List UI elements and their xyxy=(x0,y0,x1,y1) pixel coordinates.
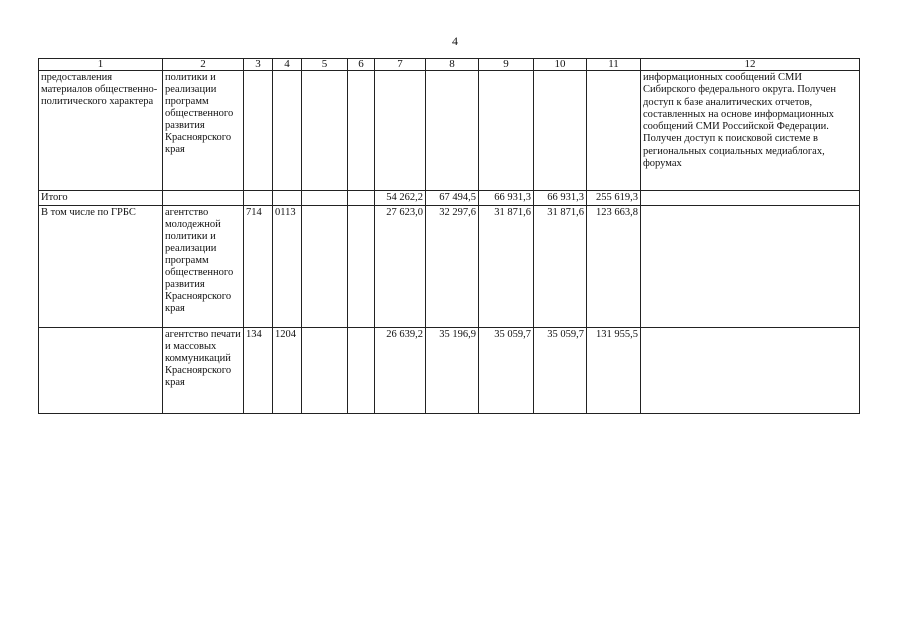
grbs-code-cell: 134 xyxy=(244,328,273,414)
agency-cell xyxy=(163,191,244,206)
expense-type-cell xyxy=(348,206,375,328)
header-cell: 5 xyxy=(302,59,348,71)
header-cell: 9 xyxy=(479,59,534,71)
total-cell: 131 955,5 xyxy=(587,328,641,414)
agency-cell: агентство молодежной политики и реализации программ общественного развития Красноярского края xyxy=(163,206,244,328)
measure-name-cell xyxy=(39,328,163,414)
value-cell: 31 871,6 xyxy=(479,206,534,328)
section-code-cell xyxy=(273,191,302,206)
target-code-cell xyxy=(302,71,348,191)
header-cell: 7 xyxy=(375,59,426,71)
value-cell: 66 931,3 xyxy=(534,191,587,206)
header-cell: 3 xyxy=(244,59,273,71)
page-number: 4 xyxy=(452,34,458,48)
table-row xyxy=(39,191,860,206)
value-cell xyxy=(375,71,426,191)
section-code-cell: 1204 xyxy=(273,328,302,414)
target-code-cell xyxy=(302,328,348,414)
budget-table xyxy=(38,58,860,414)
total-cell: 123 663,8 xyxy=(587,206,641,328)
value-cell: 35 196,9 xyxy=(426,328,479,414)
table-row xyxy=(39,71,860,191)
expense-type-cell xyxy=(348,71,375,191)
expense-type-cell xyxy=(348,328,375,414)
value-cell: 67 494,5 xyxy=(426,191,479,206)
value-cell: 32 297,6 xyxy=(426,206,479,328)
result-cell xyxy=(641,206,860,328)
value-cell: 35 059,7 xyxy=(479,328,534,414)
table-row xyxy=(39,206,860,328)
total-label-cell: Итого xyxy=(39,191,163,206)
grbs-code-cell: 714 xyxy=(244,206,273,328)
grbs-code-cell xyxy=(244,191,273,206)
header-cell: 12 xyxy=(641,59,860,71)
value-cell xyxy=(426,71,479,191)
value-cell: 66 931,3 xyxy=(479,191,534,206)
agency-cell: политики и реализации программ общественного развития Красноярского края xyxy=(163,71,244,191)
measure-name-cell: предоставления материалов общественно-политического характера xyxy=(39,71,163,191)
target-code-cell xyxy=(302,206,348,328)
result-cell xyxy=(641,328,860,414)
section-code-cell xyxy=(273,71,302,191)
header-cell: 4 xyxy=(273,59,302,71)
result-cell xyxy=(641,191,860,206)
agency-cell: агентство печати и массовых коммуникаций Красноярского края xyxy=(163,328,244,414)
header-cell: 10 xyxy=(534,59,587,71)
result-cell: информационных сообщений СМИ Сибирского федерального округа. Получен доступ к базе аналитических отчетов, составленных на основе информационных сообщений СМИ Российской Федерации. Получен доступ к поисковой системе в региональных социальных медиаблогах, форумах xyxy=(641,71,860,191)
expense-type-cell xyxy=(348,191,375,206)
value-cell xyxy=(534,71,587,191)
table-row xyxy=(39,328,860,414)
header-cell: 1 xyxy=(39,59,163,71)
header-cell: 6 xyxy=(348,59,375,71)
header-cell: 11 xyxy=(587,59,641,71)
grbs-code-cell xyxy=(244,71,273,191)
total-cell xyxy=(587,71,641,191)
value-cell xyxy=(479,71,534,191)
header-cell: 8 xyxy=(426,59,479,71)
total-cell: 255 619,3 xyxy=(587,191,641,206)
value-cell: 31 871,6 xyxy=(534,206,587,328)
value-cell: 26 639,2 xyxy=(375,328,426,414)
value-cell: 54 262,2 xyxy=(375,191,426,206)
section-code-cell: 0113 xyxy=(273,206,302,328)
header-cell: 2 xyxy=(163,59,244,71)
value-cell: 35 059,7 xyxy=(534,328,587,414)
measure-name-cell: В том числе по ГРБС xyxy=(39,206,163,328)
value-cell: 27 623,0 xyxy=(375,206,426,328)
target-code-cell xyxy=(302,191,348,206)
header-row xyxy=(39,59,860,71)
